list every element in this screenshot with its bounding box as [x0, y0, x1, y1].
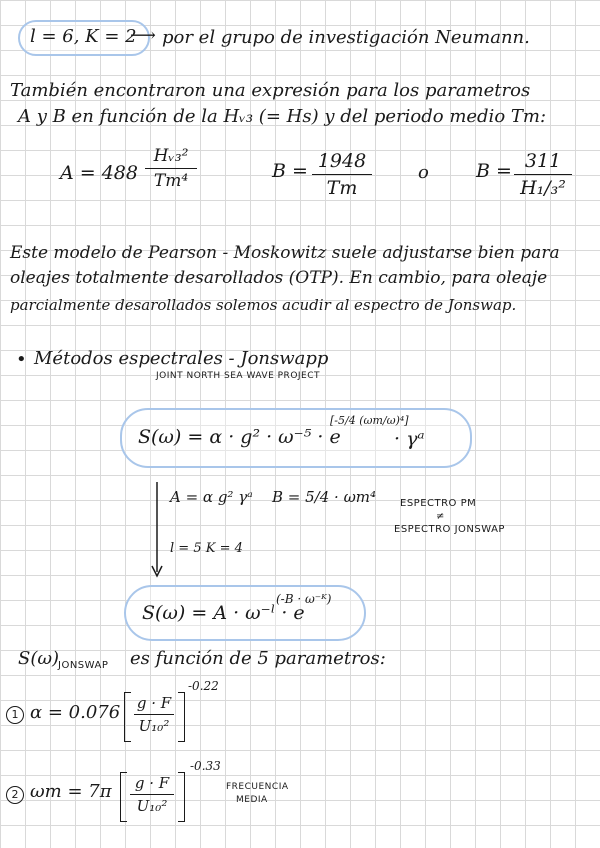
formula-b2-fraction — [514, 150, 572, 199]
para2-line3: parcialmente desarollados solemos acudir al espectro de Jonswap. — [10, 296, 517, 314]
section-subtitle: JOINT NORTH SEA WAVE PROJECT — [156, 371, 321, 381]
derivation-note-line3: ESPECTRO JONSWAP — [394, 524, 505, 535]
para2-line2: oleajes totalmente desarollados (OTP). En cambio, para oleaje — [10, 268, 548, 288]
param1-bracket-left — [124, 692, 131, 742]
jonswap-formula-gamma: · γᵃ — [394, 428, 425, 450]
param2-note-line1: FRECUENCIA — [226, 782, 289, 792]
general-formula-exponent: (-B · ω⁻ᴷ) — [276, 592, 332, 606]
section-bullet: • — [16, 349, 27, 370]
param1-exponent: -0.22 — [188, 679, 219, 693]
param1-number-circle: 1 — [6, 703, 24, 724]
intro-group-text: por el grupo de investigación Neumann. — [162, 27, 530, 48]
section-title: Métodos espectrales - Jonswapp — [34, 348, 329, 369]
formula-b1-fraction — [312, 150, 372, 199]
param2-frac-num: g · F — [134, 774, 170, 792]
formula-b2-numerator: 311 — [524, 150, 562, 172]
formula-a-fraction — [145, 146, 197, 191]
derivation-arrow — [150, 480, 164, 580]
formula-a-lhs: A = 488 — [60, 162, 138, 184]
param1-frac-num: g · F — [136, 694, 172, 712]
formula-b1-numerator: 1948 — [317, 150, 367, 172]
para1-line2: A y B en función de la Hᵥ₃ (= Hs) y del periodo medio Tm: — [18, 106, 547, 127]
param1-frac-den: U₁₀² — [138, 717, 170, 735]
jonswap-formula-main: S(ω) = α · g² · ω⁻⁵ · e — [138, 426, 341, 448]
param1-bracket-right — [178, 692, 185, 742]
param2-fraction — [130, 774, 174, 815]
param2-lhs: ωm = 7π — [30, 781, 112, 802]
param2-bracket-right — [178, 772, 185, 822]
formula-b2-denominator: H₁/₃² — [520, 177, 566, 199]
param2-exponent: -0.33 — [190, 759, 221, 773]
param2-frac-den: U₁₀² — [136, 797, 168, 815]
formula-a-denominator: Tm⁴ — [153, 171, 189, 191]
param2-number-circle: 2 — [6, 783, 24, 804]
param2-note-line2: MEDIA — [236, 795, 268, 805]
formula-b1-lhs: B = — [272, 160, 308, 182]
param1-lhs: α = 0.076 — [30, 702, 121, 723]
formula-a-numerator: Hᵥ₃² — [153, 146, 189, 166]
formula-b2-lhs: B = — [476, 160, 512, 182]
general-formula-main: S(ω) = A · ω⁻ˡ · e — [142, 602, 305, 624]
intro-lk-values: l = 6, K = 2 — [30, 26, 137, 47]
formula-or: o — [418, 162, 429, 183]
param2-bracket-left — [120, 772, 127, 822]
jonswap-formula-exponent: [-5/4 (ωm/ω)⁴] — [330, 414, 409, 427]
derivation-note-line2: ≠ — [436, 511, 445, 522]
intro-arrow: ⟶ — [130, 25, 156, 46]
para2-line1: Este modelo de Pearson - Moskowitz suele adjustarse bien para — [10, 243, 560, 263]
params-intro-rest: es función de 5 parametros: — [130, 648, 386, 669]
derivation-note-line1: ESPECTRO PM — [400, 498, 477, 509]
derivation-lk-values: l = 5 K = 4 — [170, 541, 243, 556]
derivation-a-def: A = α g² γᵃ — [170, 488, 253, 506]
para1-line1: También encontraron una expresión para los parametros — [10, 80, 531, 101]
params-intro-sub: JONSWAP — [58, 660, 109, 671]
formula-b1-denominator: Tm — [326, 177, 358, 199]
derivation-b-def: B = 5/4 · ωm⁴ — [272, 488, 377, 506]
param1-fraction — [134, 694, 174, 735]
params-intro-s: S(ω) — [18, 648, 60, 669]
